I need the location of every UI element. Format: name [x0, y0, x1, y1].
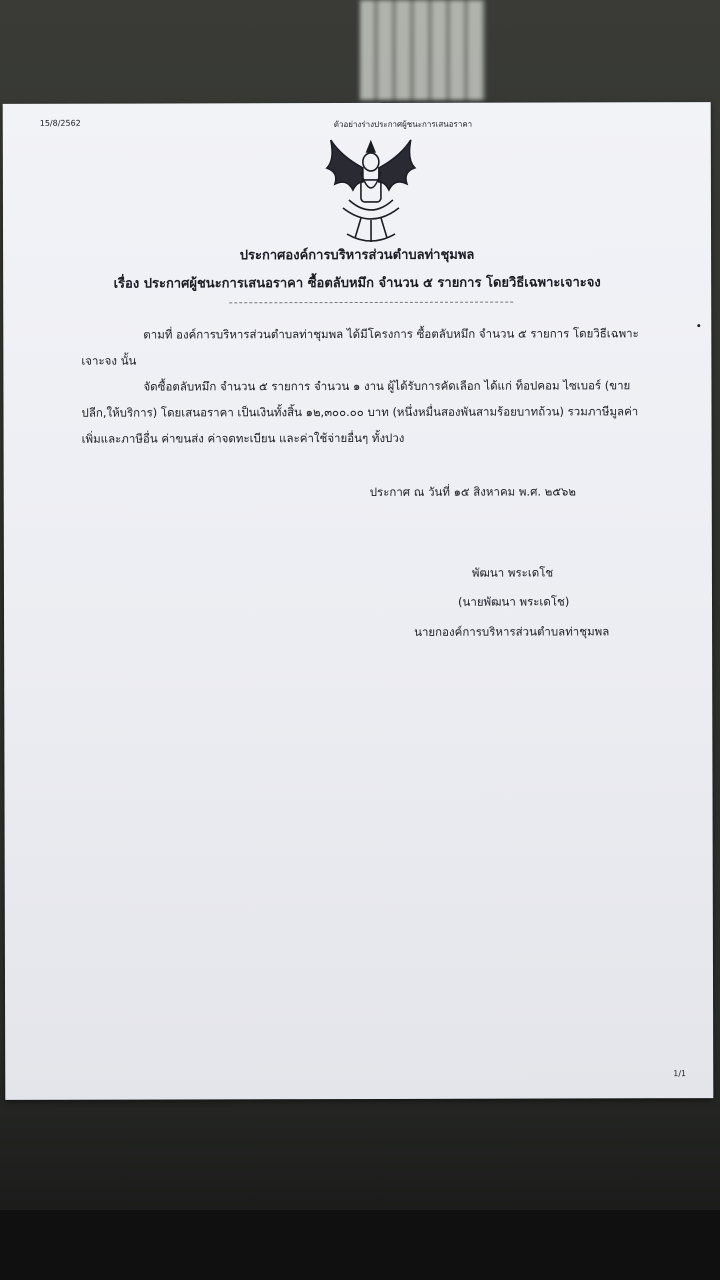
announcement-date: ประกาศ ณ วันที่ ๑๕ สิงหาคม พ.ศ. ๒๕๖๒: [369, 484, 576, 499]
print-date: 15/8/2562: [39, 118, 81, 128]
subject-title: เรื่อง ประกาศผู้ชนะการเสนอราคา ซื้อตลับหมึก จำนวน ๕ รายการ โดยวิธีเฉพาะเจาะจง: [113, 275, 601, 292]
page-number: 1/1: [673, 1069, 687, 1079]
desk-shadow: [0, 1210, 720, 1280]
signature-name: พัฒนา พระเดโช: [471, 565, 554, 580]
divider-line: [229, 302, 513, 304]
garuda-emblem-icon: [321, 138, 421, 244]
window-reflection: [360, 0, 485, 100]
paragraph-award: จัดซื้อตลับหมึก จำนวน ๕ รายการ จำนวน ๑ งาน ผู้ได้รับการคัดเลือก ได้แก่ ท็อปคอม ไซเบอร์ (ขายปลีก,ให้บริการ) โดยเสนอราคา เป็นเงินทั้งสิ้น ๑๒,๓๐๐.๐๐ บาท (หนึ่งหมื่นสองพันสามร้อยบาทถ้วน) รวมภาษีมูลค่าเพิ่มและภาษีอื่น ค่าขนส่ง ค่าจดทะเบียน และค่าใช้จ่ายอื่นๆ ทั้งปวง: [81, 378, 639, 446]
signature-full-name: (นายพัฒนา พระเดโช): [457, 594, 570, 609]
signature-position: นายกองค์การบริหารส่วนตำบลท่าชุมพล: [414, 624, 610, 639]
print-header-title: ตัวอย่างร่างประกาศผู้ชนะการเสนอราคา: [333, 119, 473, 130]
document-page: [3, 102, 714, 1100]
paper-speck: [697, 324, 700, 327]
organization-title: ประกาศองค์การบริหารส่วนตำบลท่าชุมพล: [239, 247, 475, 264]
paragraph-intro: ตามที่ องค์การบริหารส่วนตำบลท่าชุมพล ได้มีโครงการ ซื้อตลับหมึก จำนวน ๕ รายการ โดยวิธีเฉพาะเจาะจง นั้น: [81, 326, 639, 368]
